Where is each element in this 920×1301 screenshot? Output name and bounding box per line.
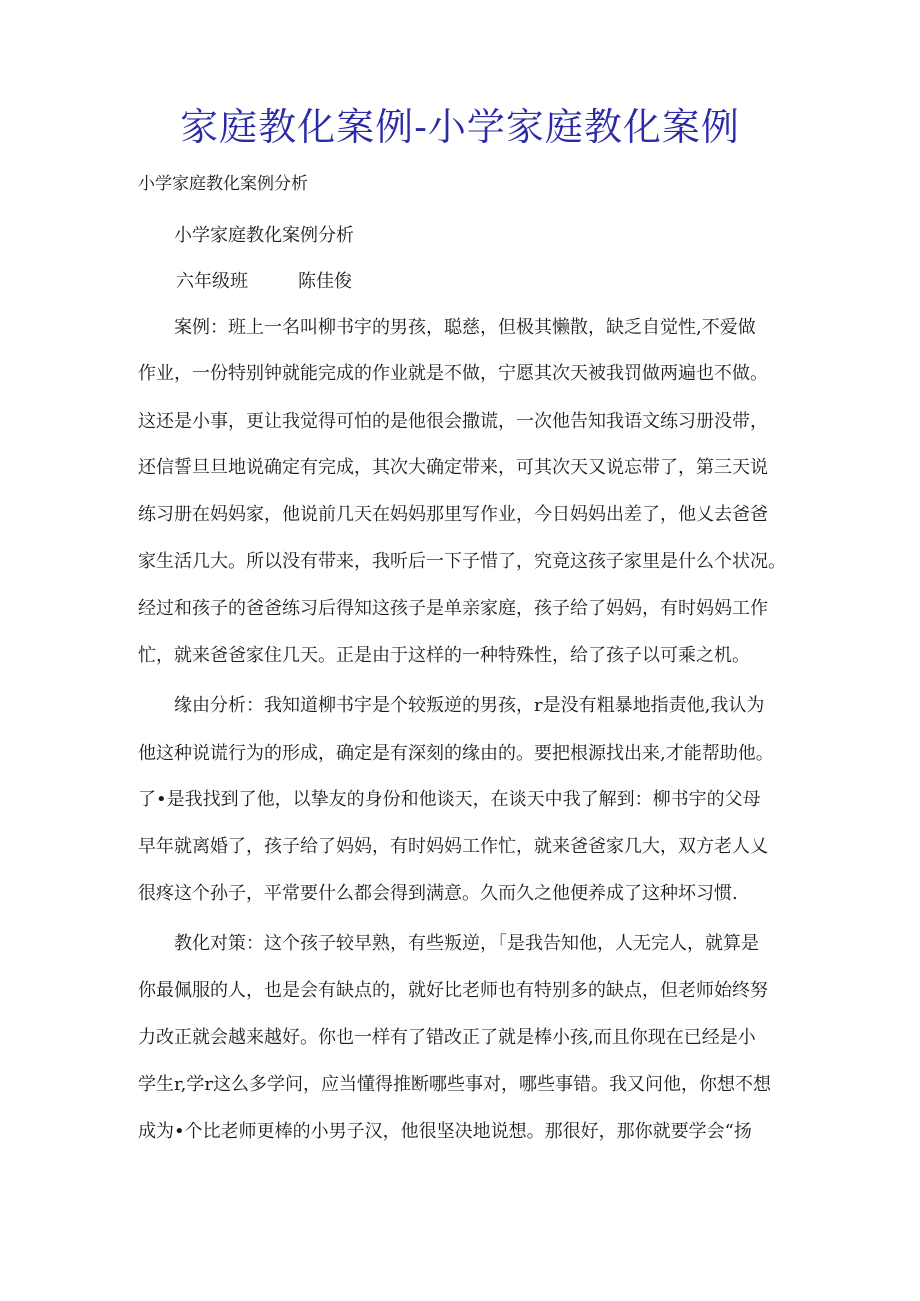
paragraph-line: 经过和孩子的爸爸练习后得知这孩子是单亲家庭，孩子给了妈妈，有时妈妈工作 (138, 598, 768, 619)
paragraph-line: 忙，就来爸爸家住几天。正是由于这样的一种特殊性，给了孩子以可乘之机。 (138, 645, 750, 666)
paragraph-line: 早年就离婚了，孩子给了妈妈，有时妈妈工作忙，就来爸爸家几大，双方老人乂 (138, 836, 768, 857)
paragraph-line: 你最佩服的人，也是会有缺点的，就好比老师也有特别多的缺点，但老师始终努 (138, 980, 768, 1001)
class-grade: 六年级班 (176, 271, 248, 292)
paragraph-line: 他这种说谎行为的形成，确定是有深刻的缘由的。要把根源找出来,才能帮助他。 (138, 743, 774, 764)
paragraph-line: 练习册在妈妈家，他说前几天在妈妈那里写作业，今日妈妈出差了，他乂去爸爸 (138, 504, 768, 525)
paragraph-line: 力改正就会越来越好。你也一样有了错改正了就是棒小孩,而且你现在已经是小 (138, 1027, 756, 1048)
document-title: 家庭教化案例-小学家庭教化案例 (180, 105, 740, 149)
author-name: 陈佳俊 (298, 271, 352, 292)
paragraph-line: 学生r,学r这么多学问，应当懂得推断哪些事对，哪些事错。我又问他，你想不想 (138, 1074, 771, 1095)
paragraph-line: 缘由分析：我知道柳书宇是个较叛逆的男孩，r是没有粗暴地指责他,我认为 (174, 695, 765, 716)
paragraph-line: 案例：班上一名叫柳书宇的男孩，聪慈，但极其懒散，缺乏自觉性,不爱做 (174, 317, 756, 338)
paragraph-line: 教化对策：这个孩子较早熟，有些叛逆，「是我告知他，人无完人，就算是 (174, 933, 759, 954)
paragraph-line: 家生活几大。所以没有带来，我听后一下子惜了，究竟这孩子家里是什么个状况。 (138, 551, 786, 572)
paragraph-line: 成为•个比老师更棒的小男子汉，他很坚决地说想。那很好，那你就要学会“扬 (138, 1121, 752, 1142)
section-heading: 小学家庭教化案例分析 (174, 225, 354, 246)
paragraph-line: 还信誓旦旦地说确定有完成，其次大确定带来，可其次天又说忘带了，第三天说 (138, 457, 768, 478)
paragraph-line: 了•是我找到了他，以挚友的身份和他谈天，在谈天中我了解到：柳书宇的父母 (138, 789, 761, 810)
paragraph-line: 这还是小事，更让我觉得可怕的是他很会撒谎，一次他告知我语文练习册没带， (138, 411, 768, 432)
paragraph-line: 很疼这个孙子，平常要什么都会得到满意。久而久之他便养成了这种坏习惯. (138, 883, 738, 904)
paragraph-line: 作业，一份特别钟就能完成的作业就是不做，宁愿其次天被我罚做两遍也不做。 (138, 363, 768, 384)
document-subtitle: 小学家庭教化案例分析 (138, 174, 308, 194)
